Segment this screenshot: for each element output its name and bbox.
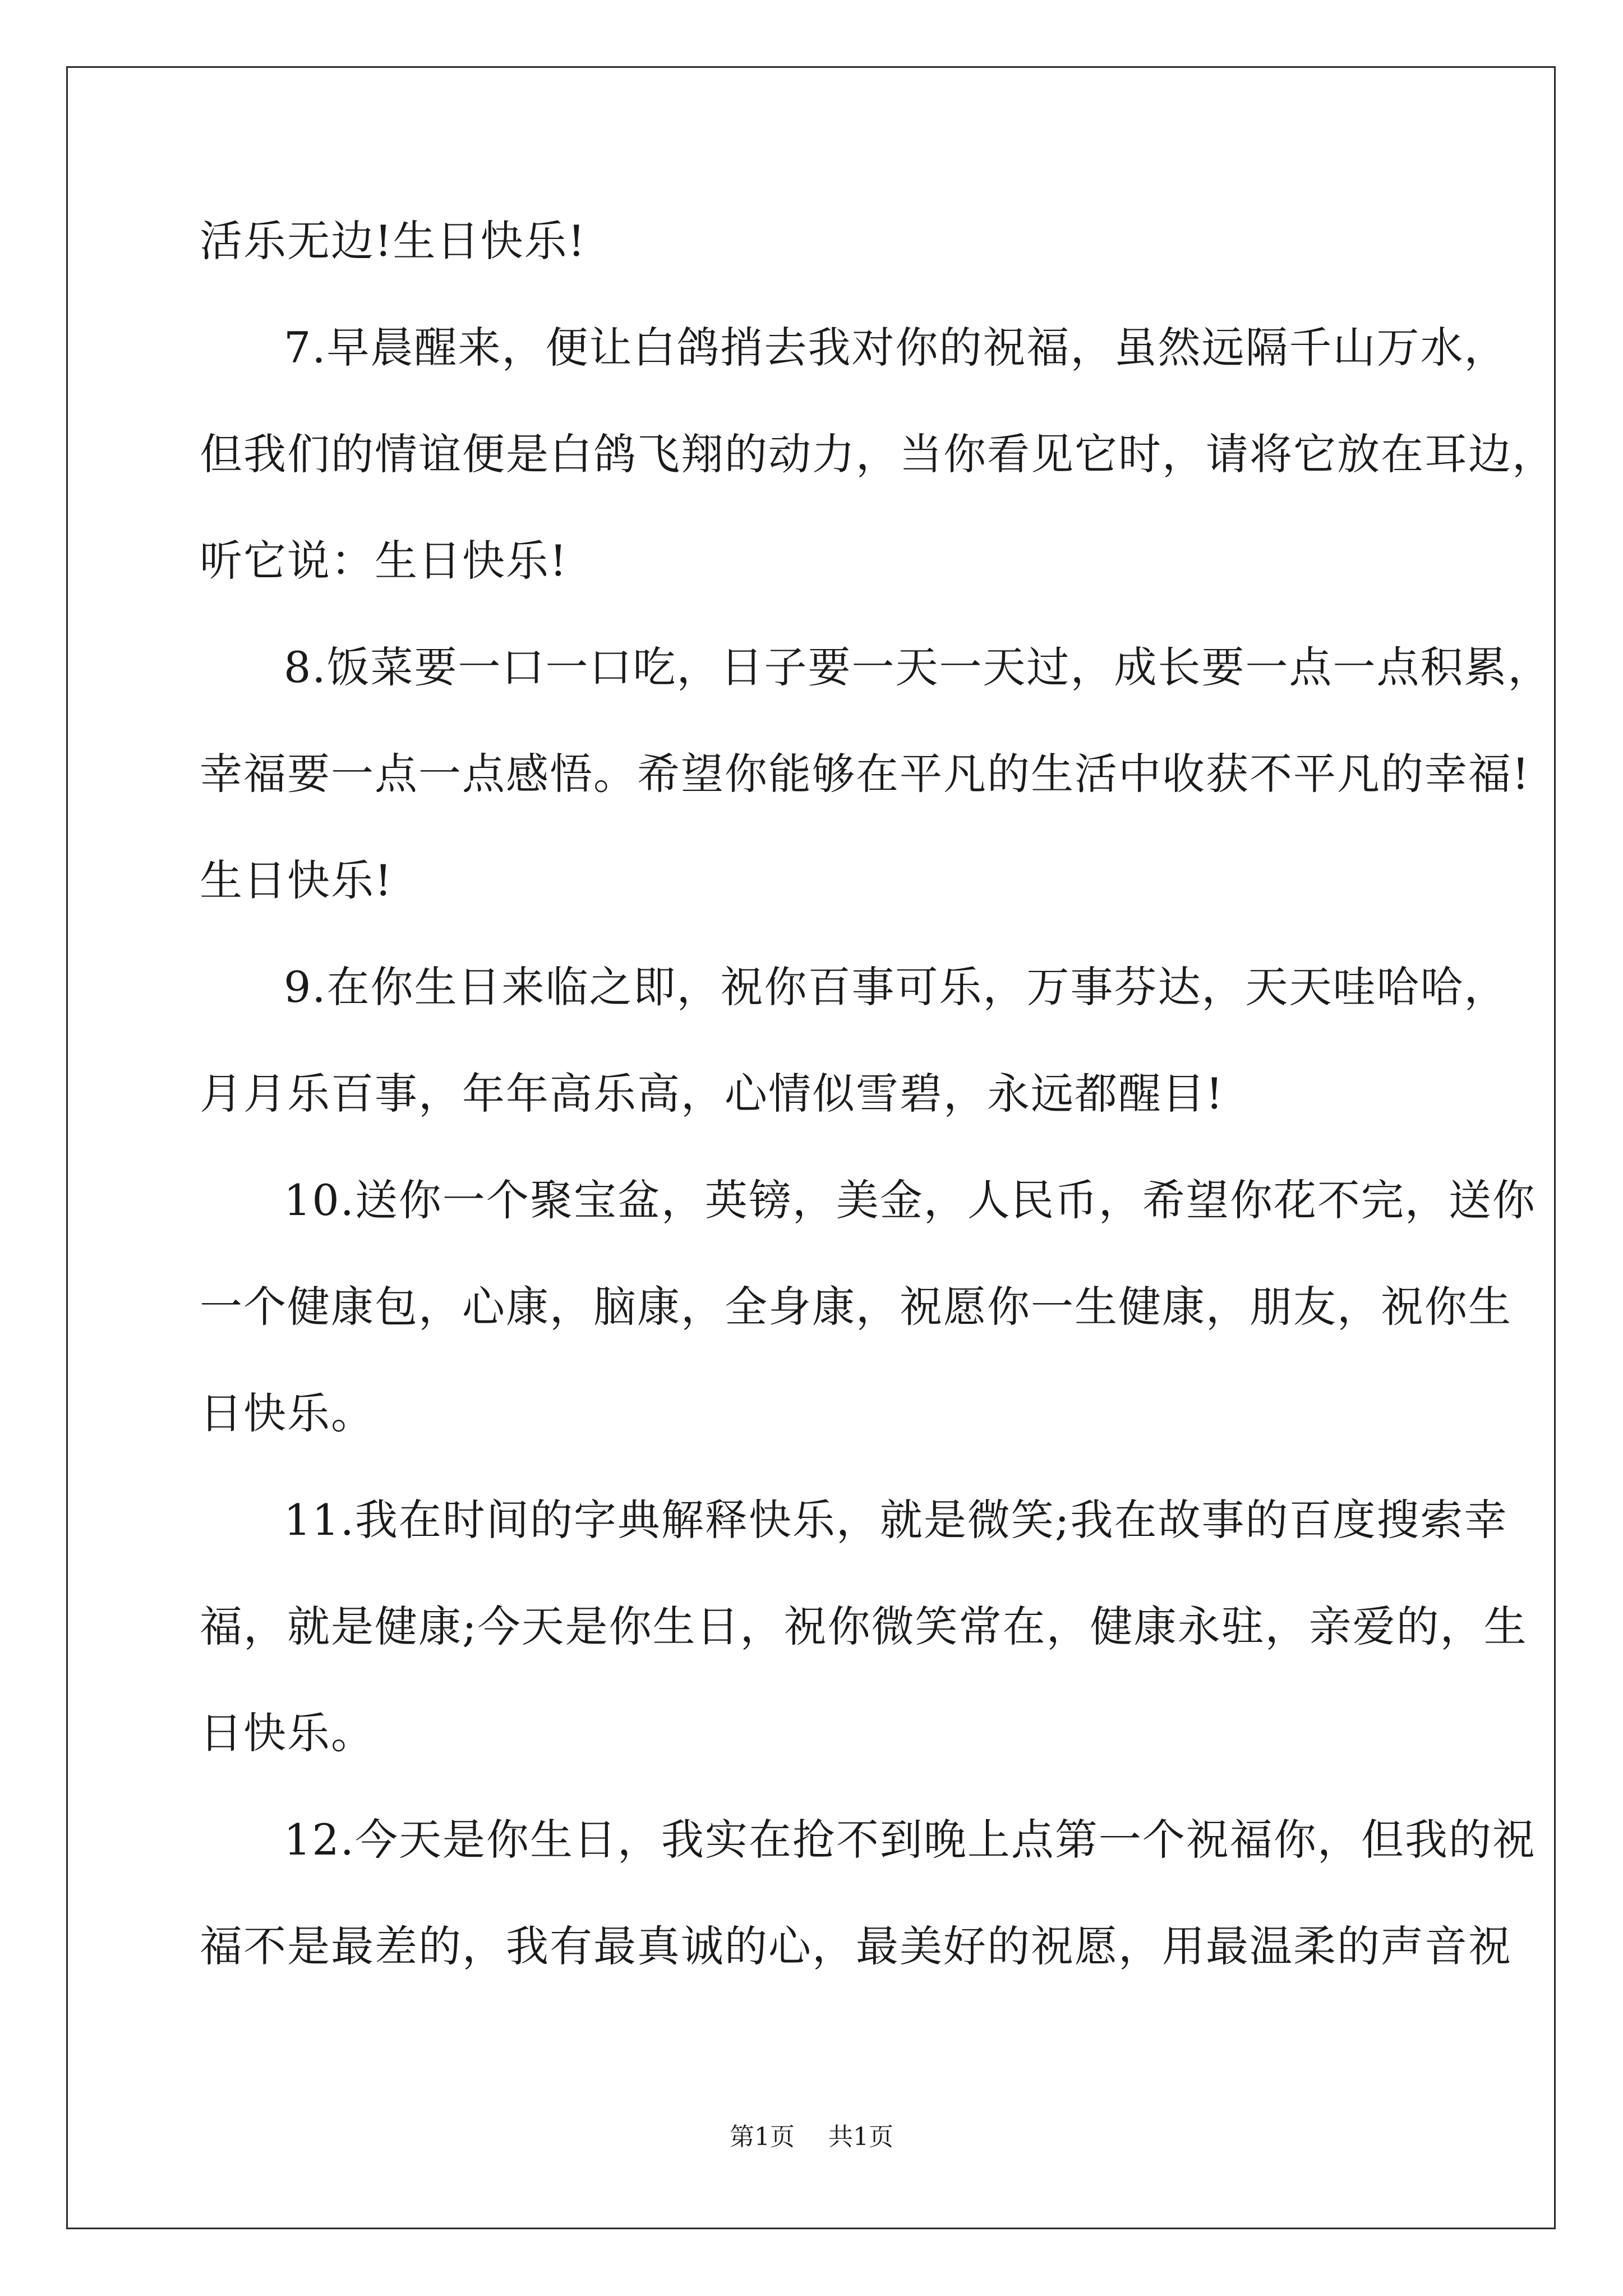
page-footer: [0, 2120, 1623, 2154]
text-line: 月月乐百事，年年高乐高，心情似雪碧，永远都醒目!: [200, 1069, 1224, 1119]
text-line: 10.送你一个聚宝盆，英镑，美金，人民币，希望你花不完，送你: [284, 1175, 1536, 1225]
text-line: 9.在你生日来临之即，祝你百事可乐，万事芬达，天天哇哈哈，: [284, 962, 1508, 1012]
text-line: 日快乐。: [200, 1388, 375, 1438]
text-line: 11.我在时间的字典解释快乐，就是微笑;我在故事的百度搜索幸: [284, 1495, 1508, 1545]
text-line: 日快乐。: [200, 1708, 375, 1758]
text-line: 12.今天是你生日，我实在抢不到晚上点第一个祝福你，但我的祝: [284, 1815, 1536, 1865]
page-total: 共1页: [828, 2123, 893, 2151]
text-line: 生日快乐!: [200, 855, 393, 905]
text-line: 8.饭菜要一口一口吃，日子要一天一天过，成长要一点一点积累，: [284, 642, 1552, 692]
text-line: 7.早晨醒来，便让白鸽捎去我对你的祝福，虽然远隔千山万水，: [284, 323, 1508, 372]
text-line: 但我们的情谊便是白鸽飞翔的动力，当你看见它时，请将它放在耳边，: [200, 429, 1556, 479]
text-line: 一个健康包，心康，脑康，全身康，祝愿你一生健康，朋友，祝你生: [200, 1282, 1512, 1332]
text-line: 福不是最差的，我有最真诚的心，最美好的祝愿，用最温柔的声音祝: [200, 1921, 1512, 1971]
text-line: 福，就是健康;今天是你生日，祝你微笑常在，健康永驻，亲爱的，生: [200, 1602, 1528, 1651]
page-number: 第1页: [730, 2123, 795, 2151]
text-line: 听它说：生日快乐!: [200, 536, 568, 586]
text-line: 活乐无边!生日快乐!: [200, 216, 587, 266]
text-line: 幸福要一点一点感悟。希望你能够在平凡的生活中收获不平凡的幸福!: [200, 749, 1530, 799]
page-frame: [66, 66, 1556, 2229]
